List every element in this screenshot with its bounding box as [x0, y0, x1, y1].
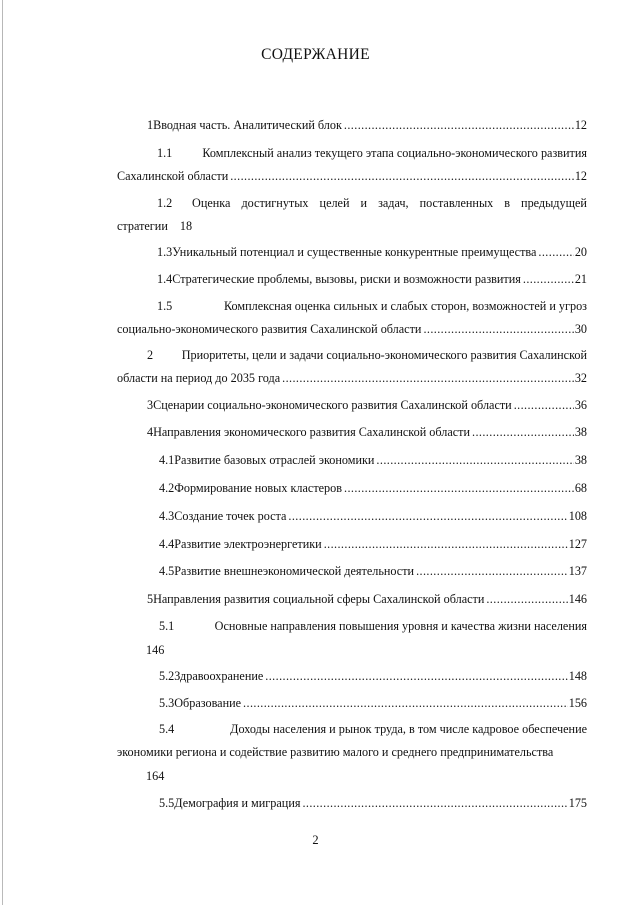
- toc-number: 5.1: [159, 619, 175, 633]
- toc-text: Направления развития социальной сферы Сахалинской области: [153, 592, 485, 606]
- toc-word: задач,: [378, 196, 409, 210]
- toc-number: 1: [147, 118, 154, 132]
- toc-text: Создание точек роста: [174, 509, 287, 523]
- toc-entry-1-2[interactable]: [157, 196, 587, 210]
- toc-text: Формирование новых кластеров: [174, 481, 342, 495]
- toc-text: Развитие базовых отраслей экономики: [174, 453, 375, 467]
- toc-entry-5-2[interactable]: [159, 669, 587, 683]
- toc-page: 38: [574, 425, 587, 439]
- toc-entry-5-3[interactable]: [159, 696, 587, 710]
- toc-number: 4.2: [159, 481, 175, 495]
- toc-text: социально-экономического развития Сахалинской области: [117, 322, 422, 336]
- toc-number: 1.3: [157, 245, 173, 259]
- toc-text: Уникальный потенциал и существенные конкурентные преимущества: [172, 245, 537, 259]
- toc-dot-leader: [288, 509, 567, 523]
- toc-entry-5-4-cont[interactable]: [117, 745, 587, 759]
- toc-entry-4-3[interactable]: [159, 509, 587, 523]
- toc-dot-leader: [243, 696, 568, 710]
- toc-entry-1-5-cont[interactable]: [117, 322, 587, 336]
- toc-dot-leader: [416, 564, 568, 578]
- toc-dot-leader: [523, 272, 574, 286]
- toc-page: 156: [568, 696, 587, 710]
- toc-dot-leader: [538, 245, 573, 259]
- toc-number: 1.2: [157, 196, 173, 210]
- toc-entry-1-2-cont[interactable]: [117, 219, 587, 233]
- toc-entry-5-5[interactable]: [159, 796, 587, 810]
- toc-page: 175: [568, 796, 587, 810]
- toc-entry-4-1[interactable]: [159, 453, 587, 467]
- toc-page: 32: [574, 371, 587, 385]
- toc-dot-leader: [302, 796, 567, 810]
- toc-number: 4.5: [159, 564, 175, 578]
- toc-number: 1.4: [157, 272, 173, 286]
- toc-entry-2-cont[interactable]: [117, 371, 587, 385]
- toc-word: целей: [319, 196, 350, 210]
- toc-number: 5.5: [159, 796, 175, 810]
- toc-word: предыдущей: [521, 196, 587, 210]
- page-edge: [2, 0, 3, 905]
- toc-text: Развитие электроэнергетики: [174, 537, 322, 551]
- toc-dot-leader: [376, 453, 573, 467]
- toc-entry-5[interactable]: [147, 592, 587, 606]
- toc-entry-1-4[interactable]: [157, 272, 587, 286]
- toc-entry-2[interactable]: [147, 348, 587, 362]
- toc-number: 4.3: [159, 509, 175, 523]
- toc-text: Комплексный анализ текущего этапа социально-экономического развития: [202, 146, 587, 160]
- toc-page: 20: [574, 245, 587, 259]
- toc-entry-4-4[interactable]: [159, 537, 587, 551]
- toc-page: 12: [574, 169, 587, 183]
- toc-text: Образование: [174, 696, 242, 710]
- toc-entry-5-4-page[interactable]: [146, 769, 206, 783]
- toc-entry-1-5[interactable]: [157, 299, 587, 313]
- toc-entry-1-1[interactable]: [157, 146, 587, 160]
- toc-text: стратегии: [117, 219, 168, 233]
- toc-text: Вводная часть. Аналитический блок: [153, 118, 342, 132]
- toc-entry-5-1[interactable]: [159, 619, 587, 633]
- toc-number: 4.1: [159, 453, 175, 467]
- toc-text: Сахалинской области: [117, 169, 229, 183]
- toc-page: 108: [568, 509, 587, 523]
- toc-word: в: [504, 196, 511, 210]
- page-title: СОДЕРЖАНИЕ: [261, 46, 370, 63]
- toc-number: 4.4: [159, 537, 175, 551]
- toc-word: поставленных: [419, 196, 494, 210]
- toc-page: 38: [574, 453, 587, 467]
- toc-entry-4-2[interactable]: [159, 481, 587, 495]
- toc-entry-1-1-cont[interactable]: [117, 169, 587, 183]
- toc-dot-leader: [423, 322, 573, 336]
- toc-dot-leader: [230, 169, 574, 183]
- toc-page: 127: [568, 537, 587, 551]
- toc-text: Демография и миграция: [174, 796, 301, 810]
- toc-page: 30: [574, 322, 587, 336]
- toc-number: 5.3: [159, 696, 175, 710]
- toc-text: Сценарии социально-экономического развития Сахалинской области: [153, 398, 512, 412]
- toc-dot-leader: [265, 669, 567, 683]
- toc-page: 12: [574, 118, 587, 132]
- toc-text: Основные направления повышения уровня и качества жизни населения: [214, 619, 587, 633]
- toc-page: 137: [568, 564, 587, 578]
- toc-page: 18: [179, 219, 193, 233]
- toc-word: Оценка: [192, 196, 231, 210]
- toc-text: области на период до 2035 года: [117, 371, 281, 385]
- toc-text: Приоритеты, цели и задачи социально-экономического развития Сахалинской: [181, 348, 587, 362]
- toc-entry-4[interactable]: [147, 425, 587, 439]
- toc-number: 1.5: [157, 299, 173, 313]
- toc-page: 21: [574, 272, 587, 286]
- toc-entry-1-3[interactable]: [157, 245, 587, 259]
- toc-text: Направления экономического развития Сахалинской области: [153, 425, 471, 439]
- toc-number: 3: [147, 398, 154, 412]
- page-number: 2: [312, 833, 319, 847]
- toc-page: 36: [574, 398, 587, 412]
- toc-word: и: [360, 196, 368, 210]
- toc-page: 146: [146, 643, 165, 657]
- toc-entry-1[interactable]: [147, 118, 587, 132]
- toc-entry-4-5[interactable]: [159, 564, 587, 578]
- toc-page: 148: [568, 669, 587, 683]
- toc-number: 5.4: [159, 722, 175, 736]
- toc-entry-5-4[interactable]: [159, 722, 587, 736]
- toc-number: 5: [147, 592, 154, 606]
- toc-dot-leader: [514, 398, 574, 412]
- toc-text: Развитие внешнеэкономической деятельности: [174, 564, 415, 578]
- toc-entry-5-1-cont[interactable]: [146, 643, 206, 657]
- toc-text: экономики региона и содействие развитию малого и среднего предпринимательства: [117, 745, 554, 759]
- toc-page: 68: [574, 481, 587, 495]
- toc-entry-3[interactable]: [147, 398, 587, 412]
- toc-text: Доходы населения и рынок труда, в том числе кадровое обеспечение: [230, 722, 587, 736]
- toc-word: достигнутых: [241, 196, 309, 210]
- toc-number: 2: [147, 348, 154, 362]
- toc-number: 5.2: [159, 669, 175, 683]
- toc-page: 146: [568, 592, 587, 606]
- toc-text: Комплексная оценка сильных и слабых сторон, возможностей и угроз: [224, 299, 587, 313]
- toc-page: 164: [146, 769, 165, 783]
- toc-dot-leader: [344, 481, 574, 495]
- toc-text: Стратегические проблемы, вызовы, риски и возможности развития: [172, 272, 521, 286]
- toc-dot-leader: [344, 118, 574, 132]
- toc-dot-leader: [282, 371, 574, 385]
- toc-dot-leader: [472, 425, 574, 439]
- toc-text: Здравоохранение: [174, 669, 264, 683]
- toc-dot-leader: [324, 537, 568, 551]
- toc-dot-leader: [486, 592, 567, 606]
- toc-number: 1.1: [157, 146, 173, 160]
- toc-number: 4: [147, 425, 154, 439]
